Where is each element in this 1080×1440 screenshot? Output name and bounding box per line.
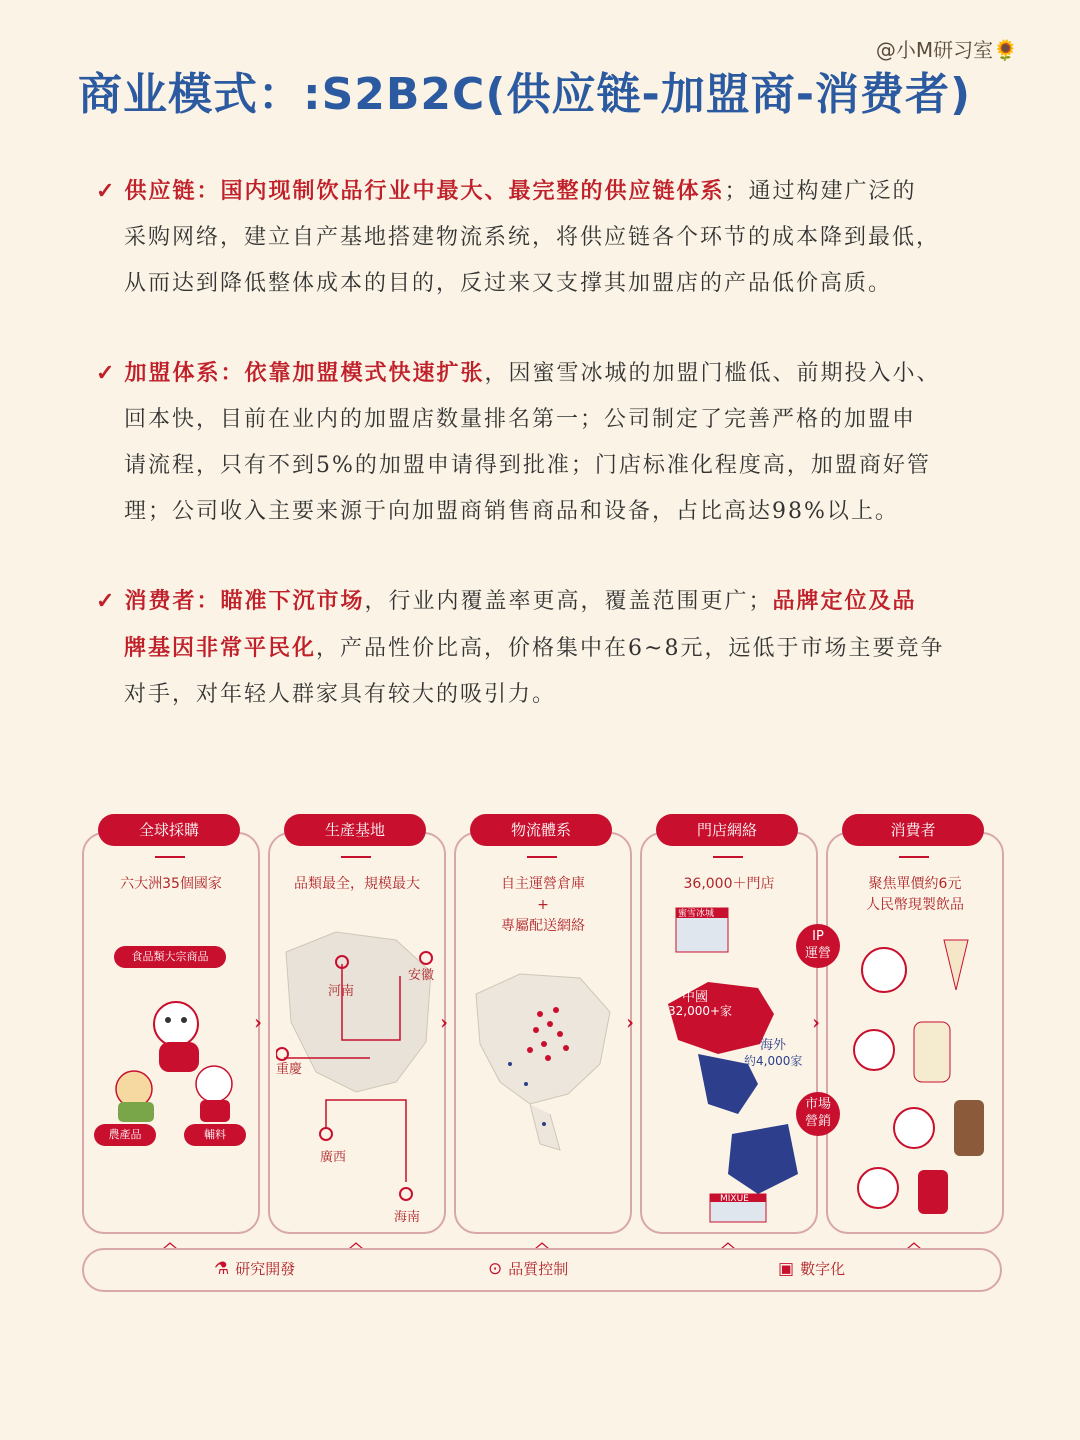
section-text: ，行业内覆盖率更高，覆盖范围更广； [364,589,773,614]
section-highlight: 品牌定位及品 [772,588,917,614]
column-label: 消費者 [842,814,984,846]
category-pill: 食品類大宗商品 [114,946,226,968]
chevron-right-icon: › [812,1010,820,1034]
check-icon: ✓ [96,178,117,204]
store-sign: MIXUE [720,1194,749,1204]
business-model-diagram [80,812,1002,1300]
chevron-right-icon: › [254,1010,262,1034]
section-text: ，因蜜雪冰城的加盟门槛低、前期投入小、 [484,361,941,386]
digital-icon: ▣ [778,1259,795,1279]
marketing-badge [796,1092,840,1136]
section-text: 回本快，目前在业内的加盟店数量排名第一；公司制定了完善严格的加盟申 [124,407,917,432]
section-supply-chain [96,168,986,307]
logistics-map-illustration [470,954,616,1154]
divider [899,856,929,858]
column-sub: 品類最全，規模最大 [294,876,420,892]
divider [155,856,185,858]
chevron-up-icon: ︿ [348,1233,365,1252]
page-title: 商业模式：:S2B2C(供应链-加盟商-消费者) [78,69,972,120]
column-global-sourcing [82,832,260,1234]
section-highlight: 牌基因非常平民化 [124,635,317,661]
badge-text: 市場 [804,1097,831,1112]
place-label: 海南 [394,1210,421,1225]
china-label: 中國 [682,990,709,1005]
chevron-right-icon: › [626,1010,634,1034]
place-label: 重慶 [276,1062,303,1077]
column-sub: 六大洲35個國家 [120,876,222,892]
divider [527,856,557,858]
overseas-label: 海外 [760,1038,787,1053]
section-text: 请流程，只有不到5%的加盟申请得到批准；门店标准化程度高，加盟商好管 [124,453,931,478]
column-logistics [454,832,632,1234]
section-consumer [96,578,986,718]
column-sub: 36,000＋門店 [683,876,775,892]
research-icon: ⚗ [214,1259,230,1279]
chevron-up-icon: ︿ [720,1233,737,1252]
column-sub: 人民幣現製飲品 [866,897,964,913]
chevron-up-icon: ︿ [534,1233,551,1252]
section-heading: 供应链：国内现制饮品行业中最大、最完整的供应链体系 [124,178,725,204]
section-text: ；通过构建广泛的 [724,179,917,204]
section-franchise [96,350,986,535]
column-label: 生產基地 [284,814,426,846]
watermark: @小M研习室🌻 [875,38,1018,62]
section-heading: 加盟体系：依靠加盟模式快速扩张 [124,360,485,386]
check-icon: ✓ [96,360,117,386]
column-sub: 專屬配送網絡 [501,918,585,934]
china-count: 32,000+家 [668,1004,733,1018]
category-pill: 農產品 [94,1124,156,1146]
chevron-right-icon: › [440,1010,448,1034]
capability-item [778,1258,845,1279]
column-sub: 聚焦單價約6元 [868,876,962,892]
overseas-count: 約4,000家 [744,1054,803,1068]
place-label: 廣西 [320,1150,347,1165]
chevron-up-icon: ︿ [162,1233,179,1252]
column-production-base [268,832,446,1234]
section-text: 理；公司收入主要来源于向加盟商销售商品和设备，占比高达98%以上。 [124,499,899,524]
column-store-network [640,832,818,1234]
badge-text: 運營 [804,946,831,961]
capability-label: 品質控制 [508,1260,569,1278]
section-text: 对手，对年轻人群家具有较大的吸引力。 [124,682,557,707]
section-text: ，产品性价比高，价格集中在6~8元，远低于市场主要竞争 [316,636,945,661]
column-sub: 自主運營倉庫 [501,876,585,892]
check-icon: ✓ [96,588,117,614]
column-label: 門店網絡 [656,814,798,846]
capability-label: 數字化 [800,1260,846,1278]
place-label: 河南 [328,984,355,999]
column-consumer [826,832,1004,1234]
column-label: 全球採購 [98,814,240,846]
divider [713,856,743,858]
capability-item [488,1258,568,1279]
store-sign: 蜜雪冰城 [678,909,715,919]
quality-icon: ⊙ [488,1259,503,1279]
capability-bar [82,1248,1002,1292]
capability-label: 研究開發 [235,1260,296,1278]
place-label: 安徽 [408,968,435,983]
chevron-up-icon: ︿ [906,1233,923,1252]
divider [341,856,371,858]
badge-text: 營銷 [804,1114,831,1129]
section-heading: 消费者：瞄准下沉市场 [124,588,365,614]
section-text: 从而达到降低整体成本的目的，反过来又支撑其加盟店的产品低价高质。 [124,271,893,296]
ip-operation-badge [796,924,840,968]
consumer-products-illustration [844,930,994,1220]
mascot-illustration [104,984,238,1134]
capability-item [214,1258,295,1279]
column-sub: + [537,897,549,913]
category-pill: 輔料 [184,1124,246,1146]
badge-text: IP [812,929,824,944]
column-label: 物流體系 [470,814,612,846]
section-text: 采购网络，建立自产基地搭建物流系统，将供应链各个环节的成本降到最低， [124,225,941,250]
